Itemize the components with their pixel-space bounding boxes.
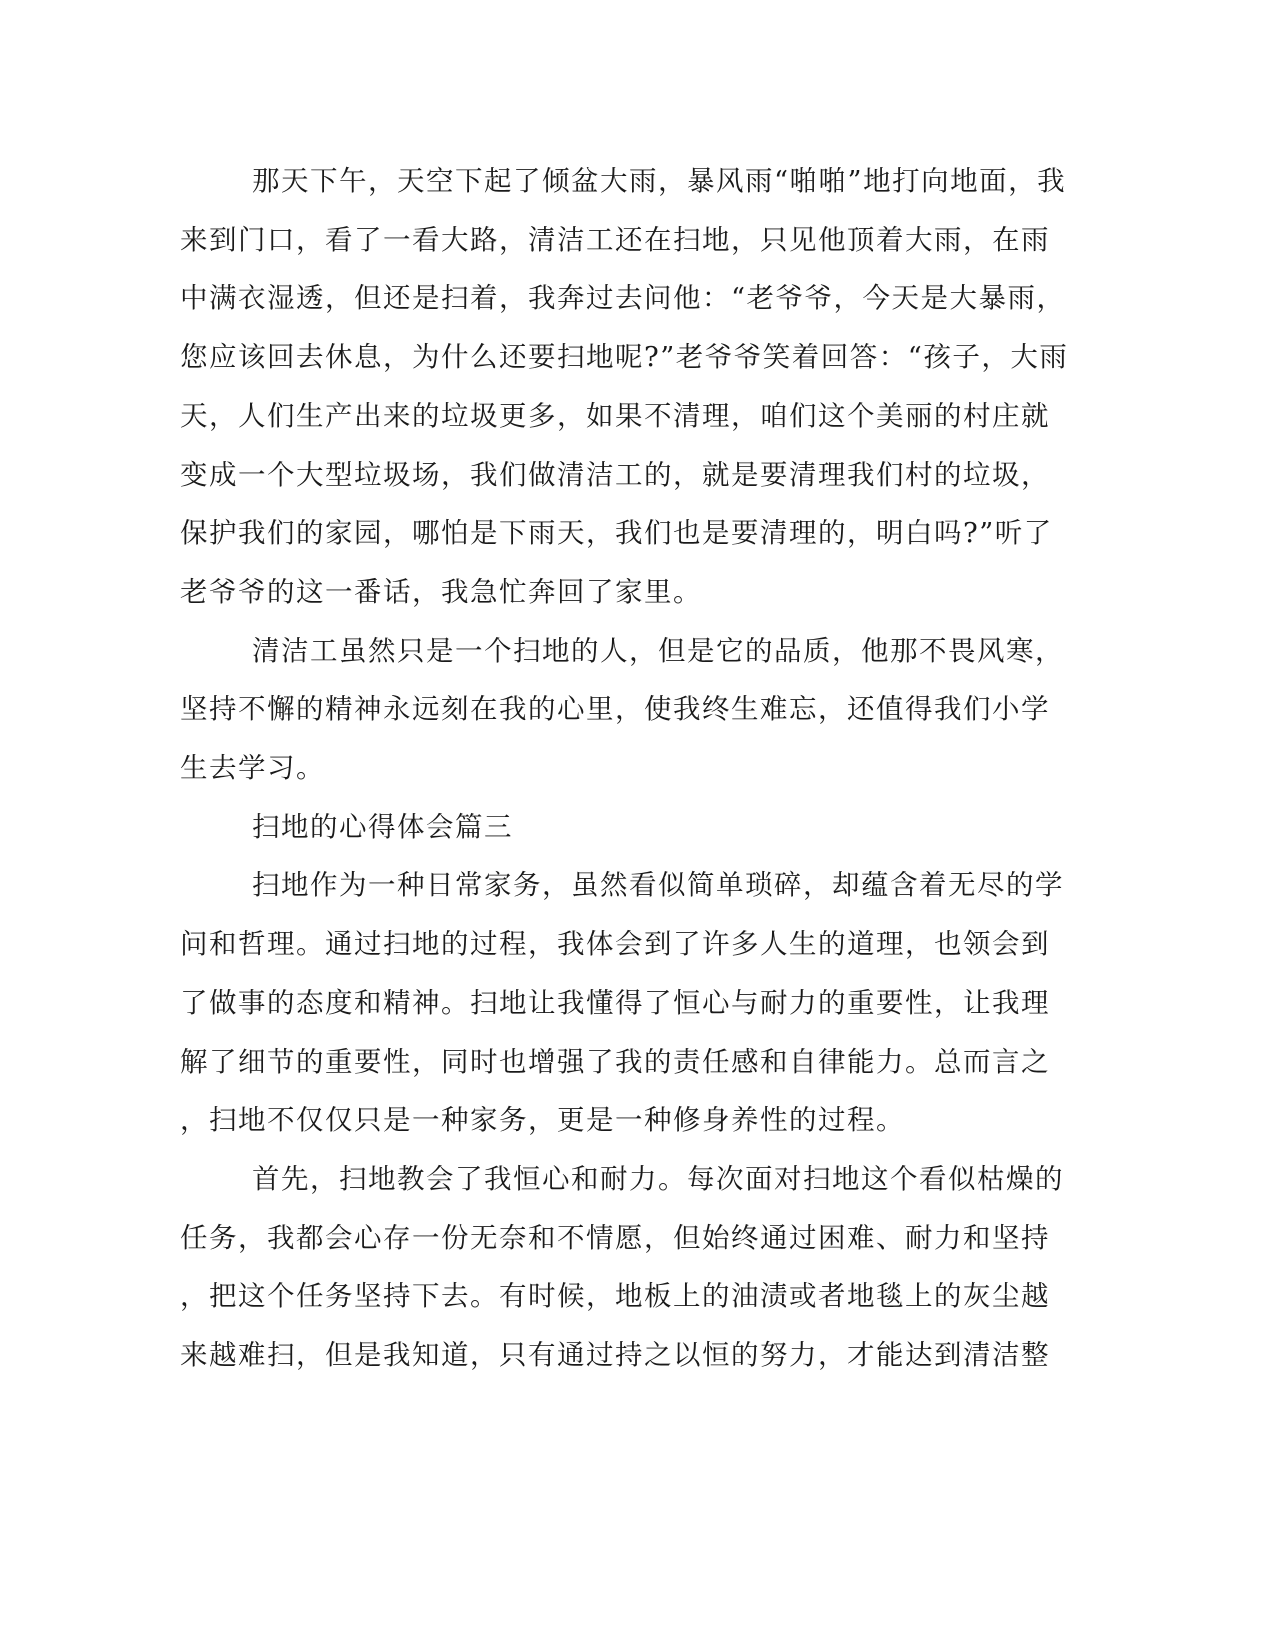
section-heading	[180, 798, 1030, 857]
document-body	[180, 152, 1069, 1385]
text-line: 中满衣湿透，但还是扫着，我奔过去问他：“老爷爷，今天是大暴雨，	[180, 282, 1066, 315]
text-line: 坚持不懈的精神永远刻在我的心里，使我终生难忘，还值得我们小学	[180, 693, 1050, 726]
text-line: 来到门口，看了一看大路，清洁工还在扫地，只见他顶着大雨，在雨	[180, 223, 1050, 256]
text-line: 那天下午，天空下起了倾盆大雨，暴风雨“啪啪”地打向地面，我	[252, 165, 1067, 197]
text-line: 扫地作为一种日常家务，虽然看似简单琐碎，却蕴含着无尽的学	[252, 869, 1064, 902]
text-line: 来越难扫，但是我知道，只有通过持之以恒的努力，才能达到清洁整	[180, 1339, 1050, 1372]
text-line: 解了细节的重要性，同时也增强了我的责任感和自律能力。总而言之	[180, 1045, 1050, 1078]
text-line: ，把这个任务坚持下去。有时候，地板上的油渍或者地毯上的灰尘越	[180, 1280, 1050, 1313]
text-line: 生去学习。	[180, 752, 325, 785]
text-line: 变成一个大型垃圾场，我们做清洁工的，就是要清理我们村的垃圾，	[180, 458, 1050, 491]
text-line: 保护我们的家园，哪怕是下雨天，我们也是要清理的，明白吗?”听了	[180, 517, 1053, 550]
text-line: ，扫地不仅仅只是一种家务，更是一种修身养性的过程。	[180, 1104, 905, 1137]
text-line: 老爷爷的这一番话，我急忙奔回了家里。	[180, 575, 702, 608]
text-line: 问和哲理。通过扫地的过程，我体会到了许多人生的道理，也领会到	[180, 928, 1050, 961]
paragraph-1	[180, 152, 1069, 622]
paragraph-2	[180, 622, 1064, 798]
heading-text: 扫地的心得体会篇三	[252, 810, 513, 843]
text-line: 了做事的态度和精神。扫地让我懂得了恒心与耐力的重要性，让我理	[180, 986, 1050, 1019]
text-line: 任务，我都会心存一份无奈和不情愿，但始终通过困难、耐力和坚持	[180, 1221, 1050, 1254]
paragraph-4	[180, 1150, 1064, 1385]
text-line: 清洁工虽然只是一个扫地的人，但是它的品质，他那不畏风寒，	[252, 634, 1064, 667]
text-line: 您应该回去休息，为什么还要扫地呢?”老爷爷笑着回答：“孩子，大雨	[180, 341, 1069, 374]
paragraph-3	[180, 856, 1064, 1150]
text-line: 首先，扫地教会了我恒心和耐力。每次面对扫地这个看似枯燥的	[252, 1162, 1064, 1195]
text-line: 天，人们生产出来的垃圾更多，如果不清理，咱们这个美丽的村庄就	[180, 399, 1050, 432]
